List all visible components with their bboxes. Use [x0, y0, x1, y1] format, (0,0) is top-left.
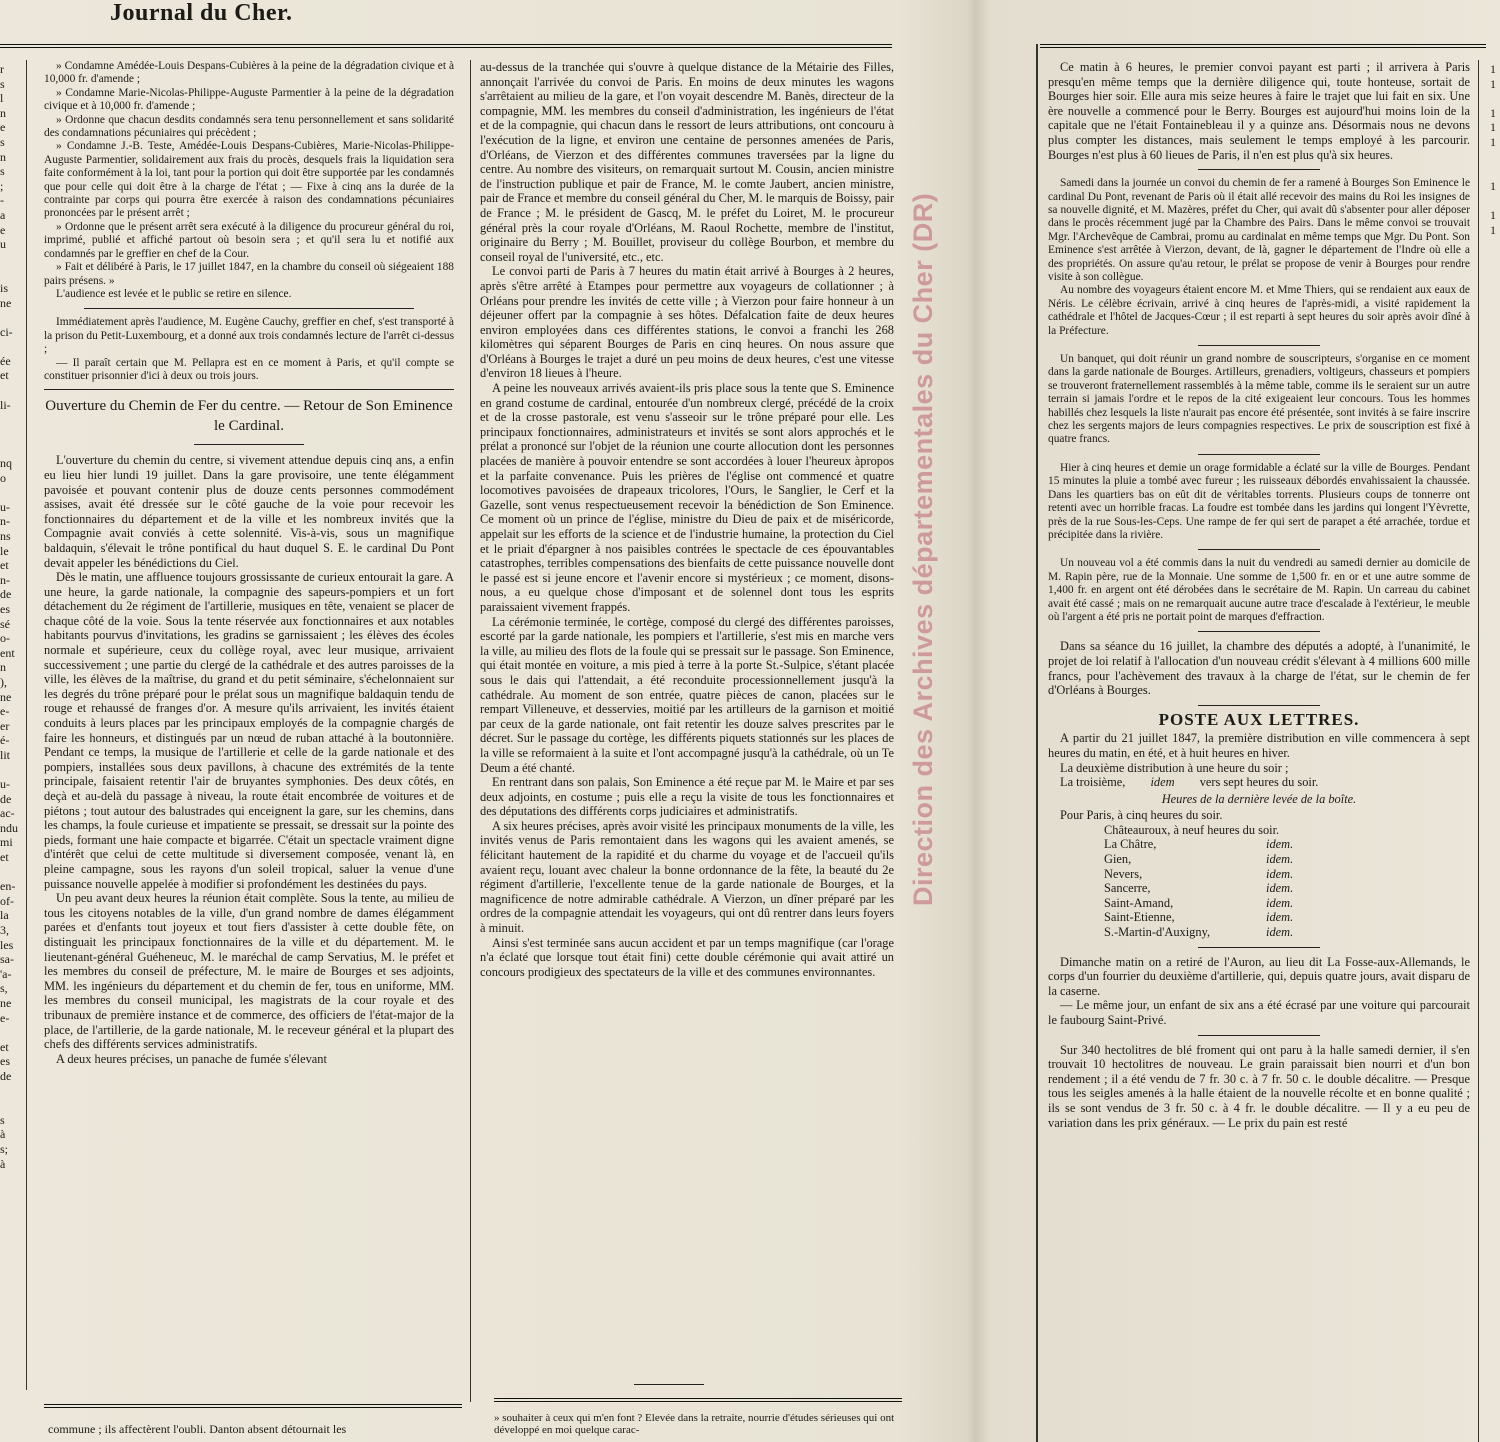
edge-fragment: 1: [1490, 207, 1496, 222]
edge-fragment: sa-: [0, 952, 14, 967]
verdict-para: » Condamne Amédée-Louis Despans-Cubières à la peine de la dégradation civique et à 10,000 fr. d'amende ;: [44, 60, 454, 86]
poste-paris: Pour Paris, à cinq heures du soir.: [1060, 808, 1223, 823]
edge-fragment: [0, 865, 16, 880]
edge-fragment: n: [0, 660, 6, 675]
edge-fragment: 1: [1490, 120, 1496, 135]
poste-town-row: [1048, 910, 1470, 925]
edge-fragment: 'a-: [0, 966, 12, 981]
edge-fragment: n-: [0, 572, 10, 587]
poste-town-value: idem.: [1266, 881, 1294, 896]
article-para: La cérémonie terminée, le cortège, composé du clergé des différentes paroisses, escorté par la garde nationale, les pompiers et l'artillerie, s'est mis en marche vers la ville, au milieu des flots de la foule qui se pressait sur le passage. Son Eminence, qui était montée en voiture, a mis pied à terre à la porte St.-Sulpice, s'étant placée sous le dais qui l'attendait, a été reconduite processionnellement jusqu'à la cathédrale. Au moment de son entrée, quatre pièces de canon, placées sur le rempart Villeneuve, et desservies, moitié par les artilleurs de la garnison et moitié par ceux de la garde nationale, ont fait retentir les douze salves prescrites par le décret. Sur le passage du cortège, les différents piquets stationnés sur les places de la ville se reformaient à la suite et l'ont accompagné jusqu'à la cathédrale, où un Te Deum a été chanté.: [480, 614, 894, 775]
cardinal-block: [1048, 177, 1470, 338]
edge-fragment: [0, 383, 16, 398]
right-page-rule-left: [1036, 44, 1038, 1442]
separator: [1198, 345, 1320, 346]
bottom-rule-col1: [44, 1404, 462, 1408]
edge-fragment: [1490, 150, 1500, 165]
separator: [1198, 454, 1320, 455]
edge-fragment: [0, 266, 16, 281]
banquet-para: Un banquet, qui doit réunir un grand nombre de souscripteurs, s'organise en ce moment dans la garde nationale de Bourges. Artilleurs, grenadiers, voltigeurs, chasseurs et pompiers se trouveront fraternellement rassemblés à la même table, comme ils le seraient sur un autre terrain si jamais l'ordre et le repos de la cité exigeaient leur concours. Tous les hommes habillés chez lesquels la liste n'aurait pas encore été présentée, sont invités à se faire inscrire chez les sergents majors de leurs compagnies respectives. Le prix de souscription est fixé à quatre francs.: [1048, 353, 1470, 446]
edge-fragment: s: [0, 76, 5, 91]
edge-fragment: [0, 1098, 16, 1113]
edge-fragment: [1490, 164, 1500, 179]
edge-fragment: u-de: [0, 777, 12, 806]
top-rule-left: [0, 44, 892, 48]
edge-fragment: es: [0, 1054, 10, 1069]
article-para: Dès le matin, une affluence toujours grossissante de curieux entourait la gare. A une heure, la garde nationale, la compagnie des sapeurs-pompiers et un fort détachement du 2e régiment de l'artillerie, musiques en tête, venaient se placer de chaque côté de la voie. Sous la tente réservée aux fonctionnaires et aux notables habitants pourvus d'invitations, les gradins se garnissaient ; les élèves des écoles normale et supérieure, ceux du collège royal, avec leur musique, arrivaient successivement ; une partie du clergé de la cathédrale et des autres paroisses de la ville, les élèves de la maîtrise, du grand et du petit séminaire, s'échelonnaient sur les degrés du trône préparé pour le prélat sous un magnifique baldaquin tendu de rouge et rehaussé de franges d'or. A mesure qu'ils arrivaient, les invités étaient conduits à leurs places par les principaux employés de la compagnie chargés de faire les honneurs, et distingués par un nœud de ruban attaché à la boutonnière. Pendant ce temps, la musique de l'artillerie et celle de la garde nationale et des pompiers, installées sous deux pavillons, à chacune des extrémités de la tente principale, faisaient retentir l'air de bruyantes symphonies. Des deux côtés, en deçà et au-delà du passage à niveau, la route était encombrée de voitures et de piétons ; tout autour des balustrades qui enceignent la gare, sur les chemins, dans les champs, la foule curieuse et impatiente se pressait, se dressait sur la pointe des pieds, formant une haie compacte et bigarrée. C'était un spectacle vraiment digne d'intérêt que celui de cette multitude si diversement composée, venant là, en pleine campagne, sous les rayons d'un soleil tropical, saluer la venue d'une puissance nouvelle appelée à modifier si profondément les destinées du pays.: [44, 570, 454, 891]
end-rule: [634, 1384, 704, 1385]
edge-fragment: s;: [0, 1141, 9, 1156]
poste-third-label: La troisième,: [1060, 775, 1126, 790]
poste-town-row: [1048, 881, 1470, 896]
column-3: [1048, 60, 1470, 1442]
poste-town-city: La Châtre,: [1104, 837, 1157, 852]
edge-fragment: e: [0, 120, 6, 135]
article-para: L'ouverture du chemin du centre, si vivement attendue depuis cinq ans, a enfin eu lieu hier lundi 19 juillet. Dans la gare provisoire, une tente élégamment pavoisée et pouvant contenir plus de douze cents personnes commodément assises, avait été dressée sur le côté gauche de la voie pour recevoir les fonctionnaires du département et de la ville et les nombreux invités que la Compagnie avait conviés à cette solennité. Vis-à-vis, sous un magnifique baldaquin, s'élevait le trône pontifical du haut duquel S. E. le cardinal Du Pont devait appeler les bénédictions du Ciel.: [44, 453, 454, 570]
edge-fragment: 1: [1490, 76, 1496, 91]
verdict-para: » Fait et délibéré à Paris, le 17 juillet 1847, en la chambre du conseil où siégeaient 188 pairs présens. »: [44, 261, 454, 287]
top-rule-right: [1040, 44, 1486, 48]
separator: [44, 389, 454, 390]
edge-fragment: et: [0, 368, 9, 383]
col2-bottom-line: » souhaiter à ceux qui m'en font ? Elevée dans la retraite, nourrie d'études sérieuses qui ont développé en moi quelque carac-: [494, 1412, 895, 1436]
edge-fragment: ne: [0, 996, 12, 1010]
poste-intro: A partir du 21 juillet 1847, la première distribution en ville commencera à sept heures du matin, en été, et à huit heures en hiver.: [1048, 731, 1470, 760]
edge-fragment: u-: [0, 499, 10, 514]
edge-fragment: 1: [1490, 178, 1496, 193]
edge-fragment: ent: [0, 645, 15, 660]
poste-third: [1048, 775, 1470, 790]
edge-fragment: ),: [0, 674, 7, 689]
edge-fragment: n: [0, 105, 6, 120]
edge-fragment: [0, 1025, 16, 1040]
edge-fragment: ci-: [0, 324, 13, 339]
edge-fragment: l: [0, 91, 4, 106]
convoi-para: Ce matin à 6 heures, le premier convoi payant est parti ; il arrivera à Paris presqu'en même temps que la dernière diligence qui, toute honteuse, sortait de Bourges hier soir. Elle aura mis seize heures à faire le trajet que lui fait en six. Une ère nouvelle a commencé pour le Berry. Bourges est aujourd'hui moins loin de la capitale que ne l'était Fontainebleau il y a quinze ans. Désormais nous ne devons plus compter les distances, mais seulement le temps employé à les parcourir. Bourges n'est plus à 60 lieues de Paris, il n'en est plus qu'à six heures.: [1048, 60, 1470, 162]
poste-town-row: [1048, 867, 1470, 882]
edge-fragment: et: [0, 1039, 9, 1054]
edge-fragment: li-: [0, 397, 11, 412]
edge-fragment: [1490, 91, 1500, 106]
col1-bottom-line: commune ; ils affectèrent l'oubli. Danton absent détournait les: [48, 1422, 347, 1436]
ble-para: Sur 340 hectolitres de blé froment qui ont paru à la halle samedi dernier, il s'en trouvait 10 hectolitres de nouveau. Le grain paraissait bien nourri et d'un bon rendement ; il a été vendu de 7 fr. 30 c. à 7 fr. 50 c. le double décalitre. — Presque tous les seigles amenés à la halle étaient de la nouvelle récolte et en bonne qualité ; ils se sont vendus de 3 fr. 50 c. à 4 fr. le double décalitre. — Il y a eu peu de variation dans les prix généraux. — Le prix du pain est resté: [1048, 1042, 1470, 1130]
edge-fragment: [1490, 193, 1500, 208]
left-edge-rule: [26, 60, 27, 1390]
edge-fragment: s: [0, 1112, 5, 1127]
edge-fragment: 3,: [0, 923, 9, 938]
edge-fragment: et: [0, 558, 9, 573]
left-edge-column: [0, 62, 16, 1171]
edge-fragment: ne: [0, 689, 12, 704]
edge-fragment: [0, 252, 16, 267]
edge-fragment: es: [0, 601, 10, 616]
poste-town-city: Nevers,: [1104, 866, 1143, 881]
column-2: [480, 60, 894, 1376]
edge-fragment: [0, 310, 16, 325]
article-para: A deux heures précises, un panache de fumée s'élevant: [56, 1051, 327, 1066]
edge-fragment: la: [0, 908, 9, 923]
edge-fragment: e-: [0, 704, 10, 719]
enfant-para: — Le même jour, un enfant de six ans a été écrasé par une voiture qui parcourait le faubourg Saint-Privé.: [1048, 998, 1470, 1027]
auron-para: Dimanche matin on a retiré de l'Auron, au lieu dit La Fosse-aux-Allemands, le corps d'un fourrier du deuxième d'artillerie, qui, depuis quatre jours, avait disparu de la caserne.: [1048, 954, 1470, 998]
poste-chateauroux: Châteauroux, à neuf heures du soir.: [1104, 822, 1280, 837]
edge-fragment: [0, 441, 16, 456]
poste-town-value: idem.: [1266, 837, 1294, 852]
column-1: [44, 60, 454, 1398]
edge-fragment: s,: [0, 981, 8, 996]
edge-fragment: les: [0, 937, 14, 952]
edge-fragment: [0, 485, 16, 500]
poste-town-city: Sancerre,: [1104, 881, 1151, 896]
edge-fragment: n-: [0, 514, 10, 529]
article-heading: Ouverture du Chemin de Fer du centre. — Retour de Son Eminence le Cardinal.: [45, 398, 453, 435]
edge-fragment: [0, 339, 16, 354]
edge-fragment: et: [0, 850, 9, 865]
article-para: Un peu avant deux heures la réunion était complète. Sous la tente, au milieu de tous les citoyens notables de la ville, d'un grand nombre de dames élégamment parées et d'enfants tout joyeux et tout fiers d'assister à cette double fête, on distinguait les principaux fonctionnaires de la ville et du département. M. le lieutenant-général Guéheneuc, M. le maréchal de camp Servatius, M. le préfet et les membres du conseil de préfecture, M. le maire de Bourges et ses adjoints, MM. les ingénieurs du département et du chemin de fer, tous en uniforme, MM. les membres du conseil municipal, les magistrats de la cour royale et des tribunaux de première instance et de commerce, des officiers de l'état-major de la place, de l'artillerie, de la garde nationale, M. le receveur général et la plupart des chefs des différents services administratifs.: [44, 891, 454, 1052]
poste-town-value: idem.: [1266, 852, 1294, 867]
poste-second: La deuxième distribution à une heure du soir ;: [1060, 760, 1289, 775]
poste-town-value: idem.: [1266, 925, 1294, 940]
edge-fragment: de: [0, 587, 12, 602]
edge-fragment: 1: [1490, 62, 1496, 76]
verdict-para: » Condamne Marie-Nicolas-Philippe-Auguste Parmentier à la peine de la dégradation civique et à 10,000 fr. d'amende ;: [44, 86, 454, 113]
poste-town-list: [1048, 837, 1470, 939]
edge-fragment: ée: [0, 353, 11, 368]
edge-fragment: ns: [0, 529, 11, 543]
edge-fragment: a: [0, 207, 6, 222]
vol-para: Un nouveau vol a été commis dans la nuit du vendredi au samedi dernier au domicile de M. Rapin père, rue de la Monnaie. Une somme de 1,500 fr. en or et une autre somme de 1,400 fr. en argent ont été dérobées dans le secrétaire de M. Rapin. Un carreau du cabinet avait été cassé ; mais on ne remarquait aucune autre trace d'escalade à l'extérieur, le meuble où l'argent a été pris ne portait point de marques d'effraction.: [1048, 557, 1470, 623]
edge-fragment: is: [0, 280, 9, 295]
deputes-para: Dans sa séance du 16 juillet, la chambre des députés a adopté, à l'unanimité, le projet de loi relatif à l'allocation d'un nouveau crédit s'élevant à 4 millions 600 mille francs, pour l'achèvement des travaux à la charge de l'état, sur le chemin de fer d'Orléans à Bourges.: [1048, 639, 1470, 698]
edge-fragment: r: [0, 62, 4, 76]
separator: [1198, 169, 1320, 170]
edge-fragment: lit: [0, 747, 11, 762]
edge-fragment: s: [0, 134, 5, 149]
edge-fragment: sé: [0, 616, 10, 631]
edge-fragment: é-: [0, 733, 10, 748]
right-edge-column: [1490, 62, 1500, 237]
edge-fragment: en-: [0, 879, 16, 894]
edge-fragment: 1: [1490, 222, 1496, 237]
separator: [194, 444, 304, 445]
cardinal-para: Au nombre des voyageurs étaient encore M. et Mme Thiers, qui se rendaient aux eaux de Néris. Le célèbre écrivain, arrivé à cinq heures de l'après-midi, a visité rapidement la cathédrale et l'hôtel de Jacques-Cœur ; il est reparti à sept heures du soir après avoir dîné à la Préfecture.: [1048, 284, 1470, 337]
poste-title: POSTE AUX LETTRES.: [1158, 709, 1360, 729]
edge-fragment: le: [0, 543, 9, 558]
orage-para: Hier à cinq heures et demie un orage formidable a éclaté sur la ville de Bourges. Pendant 15 minutes la pluie a tombé avec fureur ; les ruisseaux débordés envahissaient la chaussée. Dans les quartiers bas on eût dit de véritables torrents. Plusieurs coups de tonnerre ont retenti avec un horrible fracas. La foudre est tombée dans les jardins qui longent l'Yèvrette, près de la rue Sous-les-Ceps. Une rampe de fer qui sert de parapet a été arrachée, tordue et précipitée dans la rivière.: [1048, 461, 1470, 541]
right-page-rule-right: [1478, 60, 1479, 1442]
poste-town-city: Saint-Etienne,: [1104, 910, 1175, 925]
edge-fragment: de: [0, 1068, 12, 1083]
poste-town-row: [1048, 896, 1470, 911]
edge-fragment: e: [0, 222, 6, 237]
poste-town-row: [1048, 837, 1470, 852]
separator: [1198, 549, 1320, 550]
verdict-para: » Ordonne que chacun desdits condamnés sera tenu personnellement et sans solidarité des condamnations pécuniaires qui précèdent ;: [44, 113, 454, 140]
poste-town-row: [1048, 852, 1470, 867]
article-para: En rentrant dans son palais, Son Eminence a été reçue par M. le Maire et par ses deux adjoints, en costume ; puis elle a reçu la visite de tous les fonctionnaires et des députations des différents corps judiciaires et administratifs.: [480, 775, 894, 819]
separator: [84, 308, 414, 309]
article-para: A six heures précises, après avoir visité les principaux monuments de la ville, les invités venus de Paris remontaient dans les wagons qui les avaient amenés, se félicitant hautement de la rapidité et du charme du voyage et de l'accueil qu'ils avaient reçu, louant avec chaleur la bonne ordonnance de la fête, la beauté du 2e régiment d'artillerie, l'excellente tenue de la garde nationale de Bourges, et la magnificence de notre admirable cathédrale. A Vierzon, un dîner préparé par les ordres de la compagnie attendait les voyageurs, qui ont dû rentrer dans leurs foyers à minuit.: [480, 818, 894, 936]
bottom-rule-col2: [494, 1398, 902, 1402]
edge-fragment: u: [0, 237, 6, 252]
poste-section: [1048, 709, 1470, 940]
article-para: au-dessus de la tranchée qui s'ouvre à quelque distance de la Métairie des Filles, annonçait l'arrivée du convoi de Paris. En moins de deux minutes les wagons s'arrêtaient au milieu de la gare, et l'on voyait descendre M. Banès, directeur de la compagnie, MM. les membres du conseil d'administration, les ingénieurs de l'état et de la compagnie, qui chacun dans le ressort de leurs attributions, ont concouru à l'exécution de la ligne, et environ une centaine de personnes amenées de Paris, d'Orléans, de Vierzon et des différentes communes traversées par la ligne du centre. Au nombre des visiteurs, on remarquait surtout M. Cousin, ancien ministre de l'instruction publique et pair de France, M. le comte Jaubert, ancien ministre, pair de France et membre du conseil général du Cher, M. le marquis de Boissy, pair de France ; M. le président de Gascq, M. le préfet du Loiret, M. le procureur général près la cour royale d'Orléans, M. Raoul Rochette, membre de l'institut, originaire du Berry ; M. Bouillet, proviseur du collège Bourbon, et membre du conseil royal de l'université, etc., etc.: [480, 60, 894, 264]
verdict-para: » Condamne J.-B. Teste, Amédée-Louis Despans-Cubières, Marie-Nicolas-Philippe-Auguste Parmentier, solidairement aux frais du procès, desquels frais la liquidation sera faite conformément à la loi, tant pour la portion qui doit être supportée par les condamnés que pour celle qui doit être à la charge de l'état ; — Fixe à cinq ans la durée de la contrainte par corps qui pourra être exercée à raison des condamnations pécuniaires prononcées par le présent arrêt ;: [44, 140, 454, 220]
edge-fragment: ne: [0, 295, 12, 310]
poste-town-city: S.-Martin-d'Auxigny,: [1104, 925, 1211, 940]
article-para: Le convoi parti de Paris à 7 heures du matin était arrivé à Bourges à 2 heures, après s'être arrêté à Etampes pour permettre aux voyageurs de collationner ; à Orléans pour prendre les invités de cette ville ; à Vierzon pour faire honneur à un déjeuner offert par la compagnie à ses hôtes. Défalcation faite de deux heures environ employées dans ces différentes stations, le convoi a franchi les 268 kilomètres qui séparent Bourges de Paris en cinq heures. On nous assure que d'Orléans à Bourges le trajet a duré un peu moins de deux heures, c'est une vitesse d'environ 18 lieues à l'heure.: [480, 264, 894, 381]
edge-fragment: er: [0, 718, 10, 733]
edge-fragment: [0, 427, 16, 442]
edge-fragment: -: [0, 193, 4, 208]
edge-fragment: o-: [0, 631, 10, 646]
separator: [1198, 631, 1320, 632]
edge-fragment: n: [0, 149, 6, 164]
edge-fragment: 1: [1490, 134, 1496, 149]
edge-fragment: [0, 763, 16, 778]
archive-watermark: Direction des Archives départementales du Cher (DR): [908, 192, 938, 906]
column-rule: [470, 60, 471, 1402]
poste-town-value: idem.: [1266, 866, 1294, 881]
poste-town-row: [1048, 925, 1470, 940]
edge-fragment: s: [0, 164, 5, 179]
verdict-para: » Ordonne que le présent arrêt sera exécuté à la diligence du procureur général du roi, imprimé, publié et affiché partout où besoin sera ; et qu'il sera lu et notifié aux condamnés par le greffier en chef de la Cour.: [44, 220, 454, 260]
verdict-para: L'audience est levée et le public se retire en silence.: [56, 287, 292, 300]
edge-fragment: o: [0, 470, 6, 485]
article-para: A peine les nouveaux arrivés avaient-ils pris place sous la tente que S. Eminence en grand costume de cardinal, entourée d'un nombreux clergé, précédé de la croix et de la crosse pastorale, est venu s'asseoir sur le trône préparé pour elle. Les principaux fonctionnaires, administrateurs et invités se sont alors approchés et le prélat a prononcé sur l'objet de la réunion une courte allocution dont les personnes placées de manière à pouvoir entendre se sont accordées à louer l'heureux àpropos et la parfaite convenance. Puis les prières de l'église ont commencé et quatre locomotives pavoisées de drapeaux tricolores, l'Ours, le Sanglier, le Cerf et la Gazelle, sont venus respectueusement recevoir la bénédiction de Son Eminence. Ce moment où un prince de l'église, ministre du Dieu de paix et de miséricorde, appelait sur les efforts de la science et de l'industrie humaine, la protection du Ciel et le priait d'épargner à nos paisibles contrées le spectacle de ces épouvantables catastrophes, terribles compensations des bienfaits de cette puissance nouvelle dont le passé est si jeune encore et l'avenir encore si mystérieux ; ce moment, disons-nous, a eu quelque chose d'imposant et de solennel dont tous les esprits paraissaient vivement frappés.: [480, 381, 894, 614]
edge-fragment: à: [0, 1156, 6, 1171]
edge-fragment: ac-: [0, 806, 15, 821]
edge-fragment: of-: [0, 893, 14, 908]
poste-third-idem: idem: [1150, 775, 1175, 790]
cauchy-block: [44, 316, 454, 383]
edge-fragment: [0, 412, 16, 427]
cardinal-para: Samedi dans la journée un convoi du chemin de fer a ramené à Bourges Son Eminence le cardinal Du Pont, revenant de Paris où il était allé recevoir des mains du Roi les insignes de sa nouvelle dignité, et M. Mazères, préfet du Cher, qui avait dû s'absenter pour aller déposer dans le procès récemment jugé par la Chambre des Pairs. Dans le même convoi se trouvait Mgr. l'Archevêque de Cambrai, promu au cardinalat en même temps que Mgr. Du Pont. Son Eminence s'est arrêtée à Vierzon, devant, de là, gagner le département de l'Indre où elle a des propriétés. On assure qu'au retour, le prélat se propose de venir à Bourges pour rendre visite à son collègue.: [1048, 177, 1470, 283]
edge-fragment: e-: [0, 1010, 10, 1025]
poste-town-value: idem.: [1266, 895, 1294, 910]
separator: [1198, 705, 1320, 706]
edge-fragment: à: [0, 1127, 6, 1142]
edge-fragment: [0, 1084, 16, 1099]
poste-town-city: Gien,: [1104, 852, 1132, 867]
edge-fragment: mi: [0, 835, 13, 850]
edge-fragment: nq: [0, 456, 12, 471]
edge-fragment: 1: [1490, 105, 1496, 120]
masthead: Journal du Cher.: [110, 0, 293, 26]
poste-town-city: Saint-Amand,: [1104, 895, 1174, 910]
poste-third-rest: vers sept heures du soir.: [1199, 775, 1319, 790]
separator: [1198, 947, 1320, 948]
separator: [1198, 1035, 1320, 1036]
edge-fragment: ;: [0, 178, 4, 193]
poste-town-value: idem.: [1266, 910, 1294, 925]
article-para: Ainsi s'est terminée sans aucun accident et par un temps magnifique (car l'orage n'a éclaté que lorsque tout était fini) cette double cérémonie qui avait attiré un concours prodigieux des spectateurs de la ville et des communes environnantes.: [480, 935, 894, 979]
poste-heures: Heures de la dernière levée de la boîte.: [1161, 791, 1357, 806]
cauchy-para: — Il paraît certain que M. Pellapra est en ce moment à Paris, et qu'il compte se constituer prisonnier d'ici à deux ou trois jours.: [44, 356, 454, 382]
verdict-block: [44, 60, 454, 301]
cauchy-para: Immédiatement après l'audience, M. Eugène Cauchy, greffier en chef, s'est transporté à la prison du Petit-Luxembourg, et a donné aux trois condamnés lecture de l'arrêt ci-dessus ;: [44, 316, 454, 356]
edge-fragment: ndu: [0, 820, 18, 835]
